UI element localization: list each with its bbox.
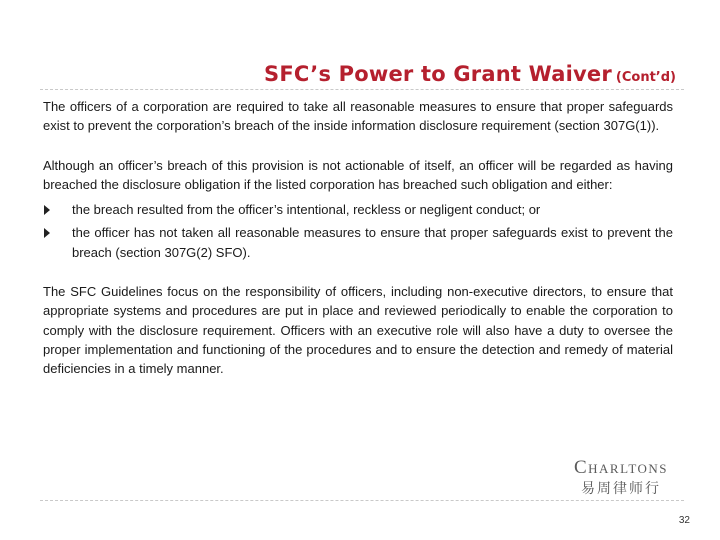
logo-name: Charltons [573, 457, 669, 478]
logo-chinese-name: 易周律师行 [581, 481, 661, 497]
bottom-divider [40, 500, 684, 501]
triangle-bullet-icon [44, 205, 50, 215]
charltons-logo [561, 457, 681, 498]
list-item-text: the breach resulted from the officer’s intentional, reckless or negligent conduct; or [72, 202, 541, 218]
list-item [43, 200, 673, 219]
paragraph-officers-duty: The officers of a corporation are required to take all reasonable measures to ensure that proper safeguards exist to prevent the corporation’s breach of the inside information disclosure requirement (section 307G(1)). [43, 99, 673, 134]
slide-body [43, 97, 673, 399]
top-divider [40, 89, 684, 90]
page-number: 32 [678, 515, 690, 526]
slide-title [264, 62, 676, 86]
title-main: SFC’s Power to Grant Waiver [264, 62, 612, 86]
paragraph-sfc-guidelines: The SFC Guidelines focus on the responsibility of officers, including non-executive directors, to ensure that appropriate systems and procedures are put in place and reviewed periodically to enable the corporation to comply with the disclosure requirement. Officers with an executive role will also have a duty to oversee the proper implementation and functioning of the procedures and to ensure the detection and remedy of material deficiencies in a timely manner. [43, 284, 673, 377]
list-item [43, 223, 673, 262]
triangle-bullet-icon [44, 228, 50, 238]
conditions-list [43, 200, 673, 262]
title-continued: (Cont’d) [615, 70, 676, 85]
list-item-text: the officer has not taken all reasonable measures to ensure that proper safeguards exist to prevent the breach (section 307G(2) SFO). [72, 225, 673, 260]
paragraph-officer-breach: Although an officer’s breach of this provision is not actionable of itself, an officer will be regarded as having breached the disclosure obligation if the listed corporation has breached such obligation and either: [43, 157, 673, 192]
